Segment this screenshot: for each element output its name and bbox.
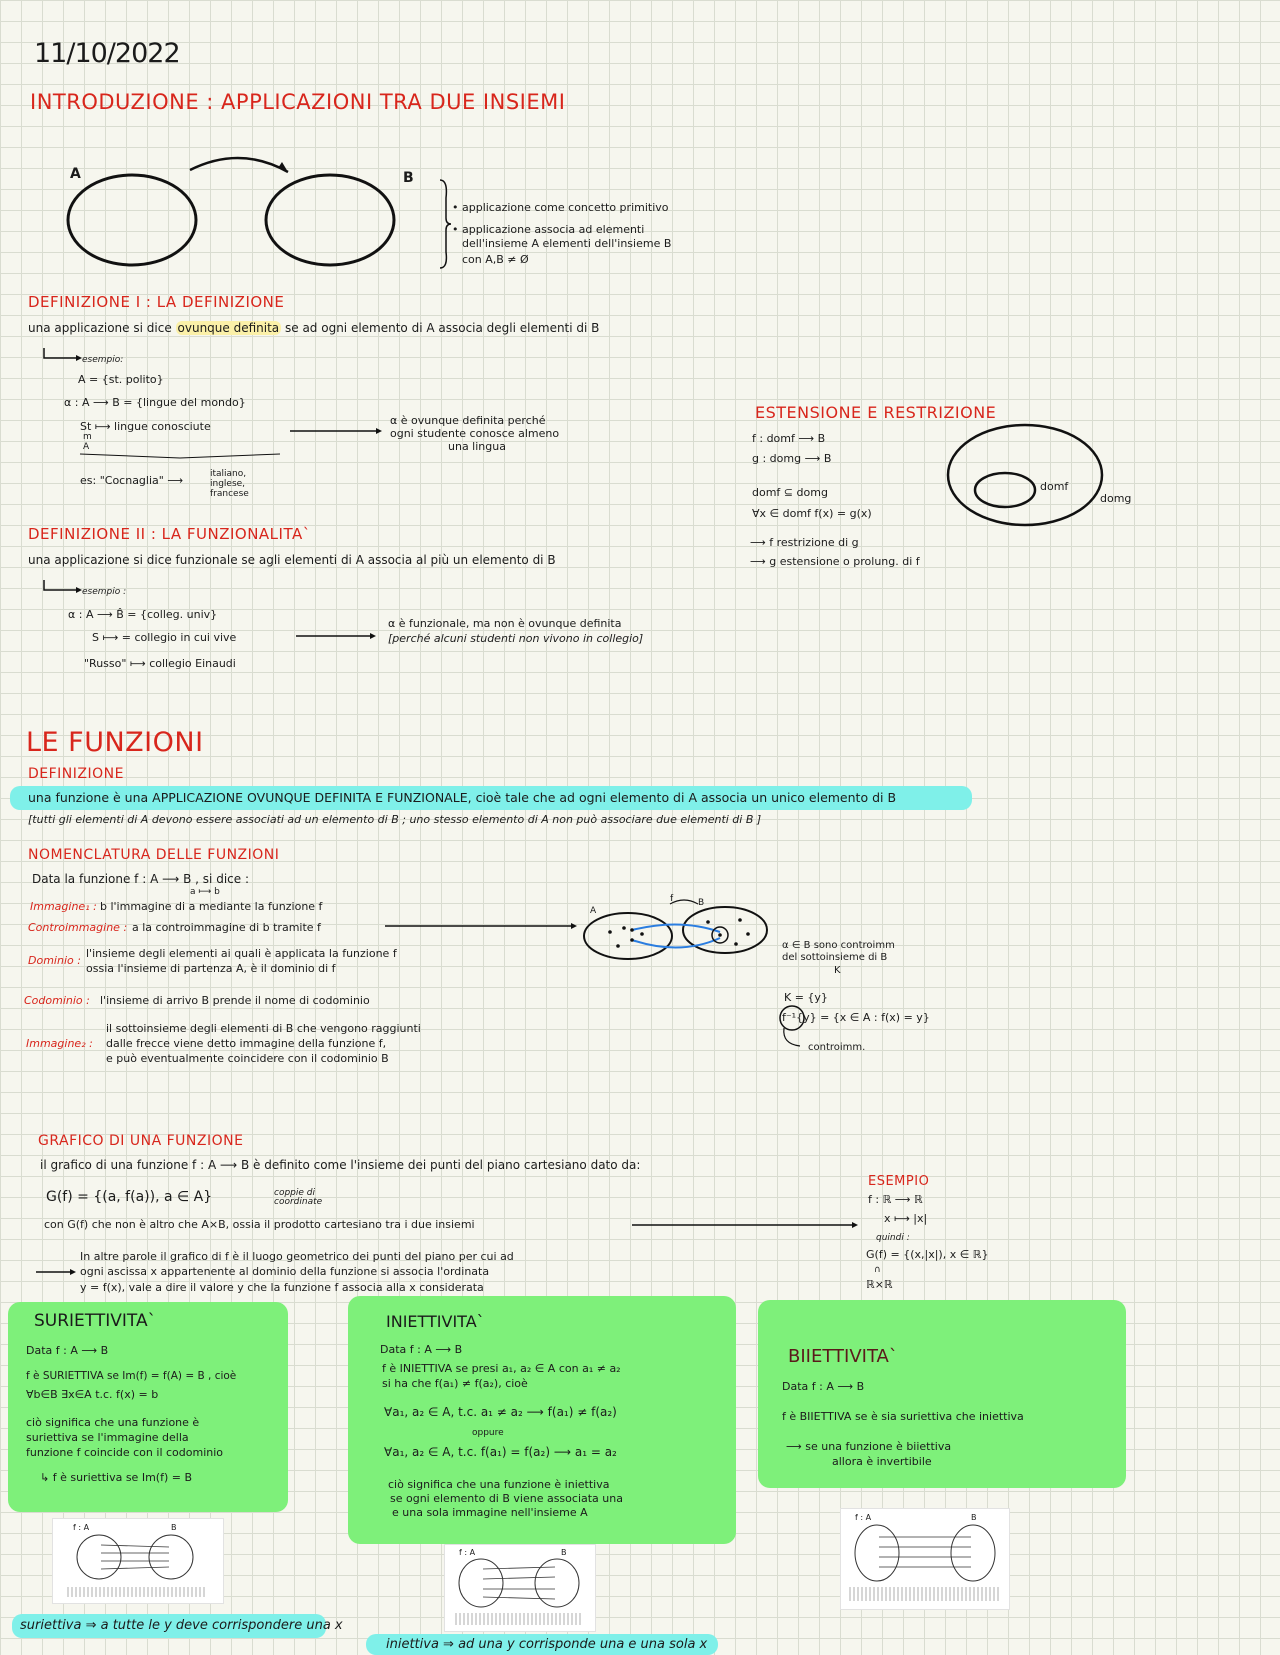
domf-ellipse: [975, 473, 1035, 507]
esempio-line-2: x ⟼ |x|: [884, 1212, 928, 1225]
def1-text: [28, 321, 599, 336]
funzioni-sub: DEFINIZIONE: [28, 766, 124, 782]
suriettivita-line-3: ∀b∈B ∃x∈A t.c. f(x) = b: [26, 1388, 159, 1401]
funzioni-heading: LE FUNZIONI: [26, 727, 204, 758]
nom-side-2: del sottoinsieme di B: [782, 952, 888, 963]
grafico-para-2: ogni ascissa x appartenente al dominio della funzione si associa l'ordinata: [80, 1265, 490, 1278]
thumb1-b: B: [171, 1523, 177, 1532]
esempio-heading: ESEMPIO: [868, 1174, 930, 1189]
def1-text-post: se ad ogni elemento di A associa degli elementi di B: [285, 321, 600, 335]
nom-text-dominio-1: l'insieme degli elementi ai quali è applicata la funzione f: [86, 947, 397, 960]
iniettivita-line-2: f è INIETTIVA se presi a₁, a₂ ∈ A con a₁ ≠ a₂: [382, 1362, 621, 1375]
diag-label-a: A: [590, 906, 597, 916]
grafico-arrow: [632, 1221, 858, 1229]
iniettivita-line-3: si ha che f(a₁) ≠ f(a₂), cioè: [382, 1377, 528, 1390]
def2-text: una applicazione si dice funzionale se agli elementi di A associa al più un elemento di B: [28, 553, 556, 567]
date: 11/10/2022: [34, 38, 180, 69]
def1-lang-3: francese: [210, 489, 249, 499]
thumb1-diagram: [71, 1533, 201, 1583]
nom-controimm: controimm.: [808, 1042, 866, 1053]
biettivita-line-1: Data f : A ⟶ B: [782, 1380, 865, 1393]
estensione-result-1: ⟶ f restrizione di g: [750, 536, 859, 549]
nom-term-controimmagine: Controimmagine :: [28, 921, 128, 934]
def2-heading: DEFINIZIONE II : LA FUNZIONALITA`: [28, 525, 311, 543]
biettiva-thumbnail: [840, 1508, 1010, 1610]
nom-preimage: f⁻¹{y} = {x ∈ A : f(x) = y}: [782, 1011, 930, 1024]
nom-side-3: K: [834, 965, 841, 976]
intro-note-4: con A,B ≠ Ø: [462, 253, 529, 266]
grafico-formula-note-1: coppie di: [274, 1188, 315, 1198]
intro-note-3: dell'insieme A elementi dell'insieme B: [462, 237, 672, 250]
thumb3-diagram: [849, 1523, 999, 1583]
def1-ex-es: es: "Cocnaglia" ⟶: [80, 474, 184, 487]
set-a-ellipse: [68, 175, 196, 265]
def2-result-1: α è funzionale, ma non è ovunque definita: [388, 617, 622, 630]
def1-ex-set: A = {st. polito}: [78, 373, 164, 386]
set-b-label: B: [403, 170, 414, 186]
nom-text-dominio-2: ossia l'insieme di partenza A, è il dominio di f: [86, 962, 336, 975]
suriettivita-line-4: ciò significa che una funzione è: [26, 1416, 200, 1429]
iniettivita-line-9: e una sola immagine nell'insieme A: [392, 1506, 588, 1519]
suriettivita-line-1: Data f : A ⟶ B: [26, 1344, 109, 1357]
mapping-arrow: [190, 158, 288, 172]
suriettiva-footer: suriettiva ⇒ a tutte le y deve corrispondere una x: [20, 1618, 343, 1633]
def1-example-arrow: [42, 348, 82, 362]
intro-sets-diagram: [60, 150, 420, 270]
nomenclatura-intro: Data la funzione f : A ⟶ B , si dice :: [32, 872, 249, 886]
nom-text-codominio: l'insieme di arrivo B prende il nome di codominio: [100, 994, 370, 1007]
funzioni-def-hl: APPLICAZIONE OVUNQUE DEFINITA E FUNZIONALE,: [152, 790, 472, 805]
def1-result-3: una lingua: [448, 440, 506, 453]
grafico-para-1: In altre parole il grafico di f è il luogo geometrico dei punti del piano per cui ad: [80, 1250, 514, 1263]
iniettivita-line-5: oppure: [472, 1428, 504, 1438]
suriettivita-line-5: suriettiva se l'immagine della: [26, 1431, 189, 1444]
thumb3-fa: f : A: [855, 1513, 872, 1522]
thumb1-caption: [67, 1587, 207, 1597]
intro-note-1: • applicazione come concetto primitivo: [452, 201, 669, 214]
diag-label-b: B: [698, 898, 705, 908]
estensione-line-1: f : domf ⟶ B: [752, 432, 826, 445]
iniettivita-line-1: Data f : A ⟶ B: [380, 1343, 463, 1356]
def1-result-1: α è ovunque definita perché: [390, 414, 546, 427]
thumb2-diagram: [455, 1557, 585, 1609]
nom-term-immagine2: Immagine₂ :: [26, 1037, 93, 1050]
def1-underbrace: [80, 452, 280, 464]
esempio-line-6: ℝ×ℝ: [866, 1278, 893, 1291]
iniettivita-heading: INIETTIVITA`: [386, 1312, 485, 1331]
esempio-line-5: ∩: [874, 1265, 881, 1275]
diag-label-f: f: [670, 894, 674, 904]
nom-text-immagine2-1: il sottoinsieme degli elementi di B che vengono raggiunti: [106, 1022, 421, 1035]
suriettivita-line-7: ↳ f è suriettiva se Im(f) = B: [40, 1471, 192, 1484]
def1-ex-m: m: [83, 432, 92, 442]
grafico-con: con G(f) che non è altro che A×B, ossia il prodotto cartesiano tra i due insiemi: [44, 1218, 475, 1231]
intro-note-2: • applicazione associa ad elementi: [452, 223, 645, 236]
iniettiva-footer: iniettiva ⇒ ad una y corrisponde una e una sola x: [386, 1637, 708, 1652]
def2-example-label: esempio :: [82, 587, 127, 597]
suriettivita-line-6: funzione f coincide con il codominio: [26, 1446, 224, 1459]
grafico-heading: GRAFICO DI UNA FUNZIONE: [38, 1133, 244, 1149]
def1-highlight: ovunque definita: [177, 321, 280, 335]
domg-ellipse: [948, 425, 1102, 525]
nomenclatura-heading: NOMENCLATURA DELLE FUNZIONI: [28, 847, 280, 863]
thumb2-fa: f : A: [459, 1548, 476, 1557]
thumb2-b: B: [561, 1548, 567, 1557]
def1-heading: DEFINIZIONE I : LA DEFINIZIONE: [28, 293, 285, 311]
nom-term-immagine1: Immagine₁ :: [30, 900, 97, 913]
suriettivita-line-2: f è SURIETTIVA se Im(f) = f(A) = B , cioè: [26, 1370, 237, 1382]
esempio-line-3: quindi :: [876, 1233, 910, 1243]
brace: [438, 178, 452, 270]
nomenclatura-diagram: [580, 900, 780, 970]
nomenclatura-intro-sub: a ⟼ b: [190, 887, 220, 897]
page-title: INTRODUZIONE : APPLICAZIONI TRA DUE INSIEMI: [30, 90, 566, 114]
iniettivita-line-4: ∀a₁, a₂ ∈ A, t.c. a₁ ≠ a₂ ⟶ f(a₁) ≠ f(a₂): [384, 1405, 617, 1419]
def2-example-arrow: [42, 580, 82, 594]
nom-side-1: α ∈ B sono controimm: [782, 940, 895, 951]
def2-ex-russo: "Russo" ⟼ collegio Einaudi: [84, 657, 236, 670]
grafico-text: il grafico di una funzione f : A ⟶ B è definito come l'insieme dei punti del piano cartesiano dato da:: [40, 1158, 641, 1172]
grafico-para-3: y = f(x), vale a dire il valore y che la funzione f associa alla x considerata: [80, 1281, 484, 1294]
nom-text-controimmagine: a la controimmagine di b tramite f: [132, 921, 321, 934]
def2-ex-rel: S ⟼ = collegio in cui vive: [92, 631, 237, 644]
def2-ex-map: α : A ⟶ B̂ = {colleg. univ}: [68, 608, 218, 621]
def1-example-label: esempio:: [82, 355, 124, 365]
iniettivita-line-6: ∀a₁, a₂ ∈ A, t.c. f(a₁) = f(a₂) ⟶ a₁ = a₂: [384, 1445, 617, 1459]
esempio-line-4: G(f) = {(x,|x|), x ∈ ℝ}: [866, 1248, 989, 1261]
domf-label: domf: [1040, 480, 1069, 493]
set-a-label: A: [70, 166, 81, 182]
def1-lang-1: italiano,: [210, 469, 247, 479]
estensione-result-2: ⟶ g estensione o prolung. di f: [750, 555, 920, 568]
estensione-line-3: domf ⊆ domg: [752, 486, 828, 499]
nom-k: K = {y}: [784, 991, 828, 1004]
iniettivita-line-8: se ogni elemento di B viene associata una: [390, 1492, 623, 1505]
def2-result-arrow: [296, 632, 376, 640]
biettivita-box: [758, 1300, 1126, 1488]
diag-set-a: [584, 913, 672, 959]
funzioni-def-post: cioè tale che ad ogni elemento di A associa un unico elemento di B: [475, 790, 897, 805]
grafico-formula: G(f) = {(a, f(a)), a ∈ A}: [46, 1189, 213, 1205]
def1-ex-map: α : A ⟶ B = {lingue del mondo}: [64, 396, 246, 409]
estensione-heading: ESTENSIONE E RESTRIZIONE: [755, 403, 997, 422]
biettivita-heading: BIIETTIVITA`: [788, 1346, 898, 1367]
biettivita-line-3: ⟶ se una funzione è biiettiva: [786, 1440, 952, 1453]
estensione-line-4: ∀x ∈ domf f(x) = g(x): [752, 507, 872, 520]
grafico-formula-note-2: coordinate: [274, 1197, 323, 1207]
nom-text-immagine2-3: e può eventualmente coincidere con il codominio B: [106, 1052, 389, 1065]
funzioni-def-note: [tutti gli elementi di A devono essere associati ad un elemento di B ; uno stesso elemento di A non può associare due elementi di B ]: [28, 813, 762, 826]
def1-ex-rel: St ⟼ lingue conosciute: [80, 420, 211, 433]
suriettiva-thumbnail: [52, 1518, 224, 1604]
thumb1-fa: f : A: [73, 1523, 90, 1532]
estensione-line-2: g : domg ⟶ B: [752, 452, 832, 465]
def1-ex-a: A: [83, 442, 90, 452]
nom-term-codominio: Codominio :: [24, 994, 90, 1007]
def1-text-pre: una applicazione si dice: [28, 321, 172, 335]
set-b-ellipse: [266, 175, 394, 265]
def1-result-arrow: [290, 427, 382, 435]
thumb3-caption: [849, 1587, 999, 1601]
funzioni-def: [28, 790, 896, 805]
estensione-diagram: [945, 420, 1115, 530]
nom-text-immagine1: b l'immagine di a mediante la funzione f: [100, 900, 323, 913]
biettivita-line-2: f è BIIETTIVA se è sia suriettiva che iniettiva: [782, 1410, 1024, 1423]
nom-term-dominio: Dominio :: [28, 954, 81, 967]
thumb2-caption: [455, 1613, 583, 1625]
nomenclatura-arrow: [385, 922, 577, 930]
iniettivita-line-7: ciò significa che una funzione è iniettiva: [388, 1478, 610, 1491]
funzioni-def-pre: una funzione è una: [28, 790, 149, 805]
domg-label: domg: [1100, 492, 1132, 505]
biettivita-line-4: allora è invertibile: [832, 1455, 932, 1468]
nom-text-immagine2-2: dalle frecce viene detto immagine della funzione f,: [106, 1037, 387, 1050]
grafico-para-arrow: [36, 1268, 76, 1276]
suriettivita-heading: SURIETTIVITA`: [34, 1311, 157, 1331]
def2-result-2: [perché alcuni studenti non vivono in collegio]: [388, 632, 644, 645]
def1-lang-2: inglese,: [210, 479, 246, 489]
esempio-line-1: f : ℝ ⟶ ℝ: [868, 1193, 923, 1206]
thumb3-b: B: [971, 1513, 977, 1522]
def1-result-2: ogni studente conosce almeno: [390, 427, 560, 440]
iniettiva-thumbnail: [444, 1544, 596, 1632]
